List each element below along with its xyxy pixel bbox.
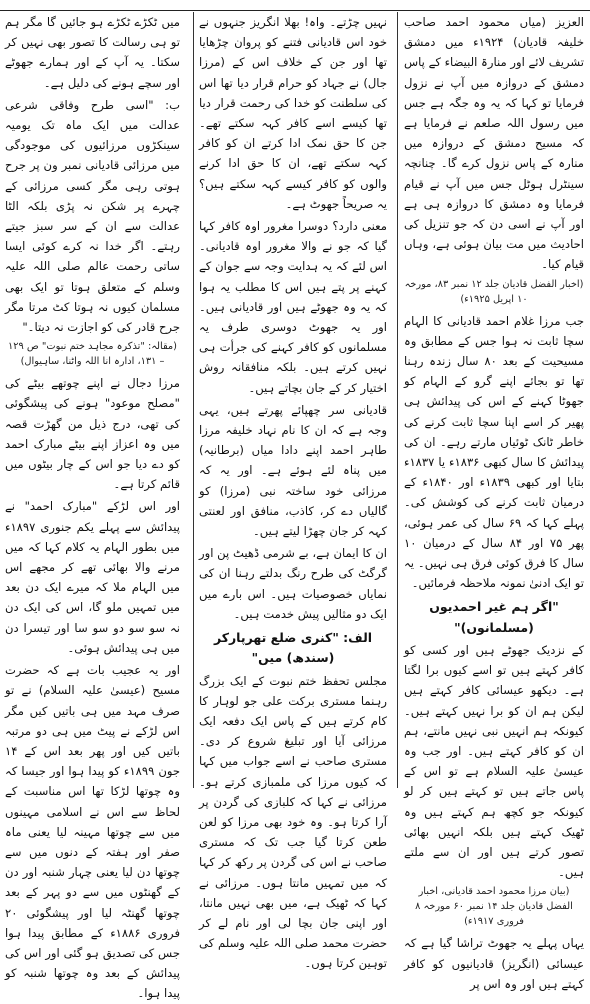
paragraph: اور اس لڑکے "مبارک احمد" نے پیدائش سے پہلے یکم جنوری ۱۸۹۷ء میں بطور الہام یہ کلام کہا کہ میں مرنے والا بھائی تھے کر مجھے اس میں الہام ملا کہ میرے ایک دن بعد میں تمہیں ملو گا، اس کی ایک دن نہ سو سو دو سو سا اور تیسرا دن میں ہی پیدائش ہوئی۔: [5, 499, 180, 655]
paragraph: ب: "اسی طرح وفاقی شرعی عدالت میں ایک ماہ تک یومیہ سینکڑوں مرزائیوں کی موجودگی میں مرزائی قادیانی نمبر ون پر جرح ہوتی رہی مگر کسی مرزائی کے چہرے پر شکن نہ پڑی بلکہ الٹا عدالت سے ان کے سر سبز جیتے رہتے۔ اگر خدا نہ کرے کوئی ایسا ساتی رحمت عالم صلی اللہ علیہ وسلم کے متعلق ہوتا تو ایک بھی مسلمان کیوں نہ ہوتا کٹ مرتا مگر جرح قادر کی کو اجازت نہ دیتا۔": [5, 97, 180, 335]
source-reference: (اخبار الفضل قادیان جلد ۱۲ نمبر ۸۳، مورخہ ۱۰ اپریل ۱۹۲۵ء): [404, 278, 584, 305]
paragraph: نہیں چڑتے۔ واہ! بھلا انگریز جنہوں نے خود اس قادیانی فتنے کو پروان چڑھایا تھا اور جن کے خلاف اس کے (مرزا جال) نے جہاد کو حرام قرار دیا تھا اس کی سلطنت کو خدا کی رحمت قرار دیا تھا کیسے اسے کافر کہہ سکتے تھے۔ جن کا حق نمک ادا کرتے ان کو کافر کہہ سکتے تھے، ان کا حق ادا کرنے والوں کو کافر کیسے کہہ سکتے ہیں؟ یہ صریحاً جھوٹ ہے۔: [199, 15, 387, 211]
paragraph: میں ٹکڑے ٹکڑے ہو جائیں گا مگر ہم تو ہی رسالت کا تصور بھی نہیں کر سکتا۔ یہ آپ کے اور ہمارے جھوٹے اور سچے ہونے کی دلیل ہے۔: [5, 15, 180, 90]
paragraph: یہاں پہلے یہ جھوٹ تراشا گیا ہے کہ عیسائی (انگریز) قادیانیوں کو کافر کہتے ہیں اور وہ اس پر: [404, 936, 584, 991]
paragraph: کے نزدیک جھوٹے ہیں اور کسی کو کافر کہتے ہیں تو اسے کیوں برا لگتا ہے۔ دیکھو عیسائی کافر کہتے ہیں لیکن ہم ان کو برا نہیں کہتے ہیں۔ کیونکہ ہم انہیں نبی نہیں مانتے، ہم ان کو کافر کہتے ہیں۔ اور جب وہ عیسیٰ علیہ السلام ہے تو اس کے پاس جاتے ہیں تو کہتے ہیں کر لو کیونکہ جو کچھ ہم کہتے ہیں وہ ٹھیک کہتے ہیں بلکہ انہیں بھائی تصور کرتے ہیں اور ان سے ملتے ہیں۔: [404, 642, 584, 880]
column-left: [5, 12, 181, 1001]
source-reference: (مقالہ: "تذکرہ مجاہد ختم نبوت" ص ۱۲۹ – ۱۳۱، ادارہ انا اللہ واٹنا، ساہیوال): [8, 341, 177, 368]
paragraph: قادیانی سر چھپائے پھرتے ہیں، یہی وجہ ہے کہ ان کا نام نہاد خلیفہ مرزا طاہر احمد اپنے دادا میاں (برطانیہ) میں پناہ لئے ہوئے ہے۔ اور یہ کہ مرزائی خود ساختہ نبی (مرزا) کو گالیاں دے کر، کاذب، منافق اور لعنتی کہہ کر جان چھڑا لیتے ہیں۔: [199, 402, 387, 539]
section-heading: الف: "کنری ضلع تھرپارکر (سندھ) میں": [213, 630, 373, 666]
paragraph: مجلس تحفظ ختم نبوت کے ایک بزرگ رہنما مستری برکت علی جو لوہار کا کام کرتے ہیں کے پاس ایک دفعہ ایک مرزائی آیا اور تبلیغ شروع کر دی۔ مستری صاحب نے اسے جواب میں کہا کہ کیوں مرزا کی ملمبازی کرتے ہو۔ مرزائی نے کہا کہ کلبازی کی گردن پر آرا کرتا ہو۔ وہ خود بھی مرزا کو لعن طعن کرتا گیا جب تک کہ مستری صاحب نے اس کی گردن پر رکھ کر کہا کہ میں تمہیں مانتا ہوں۔ مرزائی نے کہا کہ ٹھیک ہے، میں بھی نہیں مانتا، اور اپنی جان بچا لی اور نام لے کر حضرت محمد صلی اللہ علیہ وسلم کی توہین کرتا ہوں۔: [199, 673, 387, 971]
column-divider: [193, 12, 194, 788]
paragraph: العزیز (میاں محمود احمد صاحب خلیفہ قادیان) ۱۹۲۴ء میں دمشق تشریف لائے اور منارۃ البیضاء کے پاس دمشق کے دروازہ میں آپ نے نزول فرمایا تو کہا کہ یہ وہ جگہ ہے جس میں رسول اللہ صلعم نے فرمایا ہے کہ مسیح دمشق کے دروازہ میں منارہ کے پاس نزول کرے گا۔ چنانچہ سینٹرل ہوٹل جس میں آپ نے قیام فرمایا وہ دمشق کا دروازہ ہی ہے اور آپ نے اسی دن کہ جو تنزیل کی احادیث میں مت بیان ہوئی ہے، وہاں قیام کیا۔: [403, 15, 584, 272]
paragraph: مرزا دجال نے اپنے چوتھے بیٹے کی "مصلح موعود" ہونے کی پیشگوئی کی تھی، درج ذیل من گھڑت قصہ میں وہ اعزاز اپنے بیٹے مبارک احمد کو دے دیا جو اس کے چار بیٹوں میں قائم کرتا ہے۔: [5, 376, 180, 492]
paragraph: معنی دارد؟ دوسرا مغرور اوہ کافر کہا گیا کہ جو نے والا مغرور اوہ قادیانی۔ اس لئے کہ یہ ہدایت وجہ سے جوان کے کہنے پر پتے ہیں اس کا مطلب یہ ہوا کہ یہ وہ جھوٹے ہیں اور قادیانی ہیں۔ اور یہ جھوٹ دوسری طرف یہ مسلمانوں کو کافر کہنے کی جرأت ہی نہیں کرتے ہیں۔ بلکہ منافقانہ روش اختیار کر کے جان بچاتے ہیں۔: [199, 219, 387, 395]
paragraph: ان کا ایمان ہے، بے شرمی ڈھیٹ پن اور گرگٹ کی طرح رنگ بدلتے رہنا ان کی نمایاں خصوصیات ہیں۔ اس بارے میں ایک دو مثالیں پیش خدمت ہیں۔: [199, 546, 387, 621]
column-right: [403, 12, 584, 991]
section-heading: "اگر ہم غیر احمدیوں (مسلمانوں)": [429, 599, 559, 635]
column-middle: [199, 12, 387, 971]
top-border: [0, 0, 590, 11]
source-reference: (بیان مرزا محمود احمد قادیانی، اخبار الفضل قادیان جلد ۱۴ نمبر ۶۰ مورخہ ۸ فروری ۱۹۱۷ء): [415, 886, 573, 928]
paragraph: جب مرزا غلام احمد قادیانی کا الہام سچا ثابت نہ ہوا جس کے مطابق وہ مسیحیت کے بعد ۸۰ سال زندہ رہنا تھا تو بجائے اپنے گرو کے الہام کو جھوٹا کہنے کے اس کی پیدائش ہی پھیر کر اسے اپنا سچا ثابت کرنے کی خاطر ٹانک ٹوئیاں مارتے رہے۔ ان کی پیدائش کا سال کبھی ۱۸۳۶ء یا ۱۸۳۷ء بتایا اور کبھی ۱۸۳۹ء اور ۱۸۴۰ء کے درمیان ثابت کرنے کی کوشش کی۔ پہلے کہا کہ ۶۹ سال کی عمر ہوئی، پھر ۷۵ اور ۸۴ سال کے درمیان ۱۰ سال کا فرق کوئی فرق ہی نہیں۔ یہ تو ایک ادنیٰ نمونہ ملاحظہ فرمائیں۔: [404, 313, 584, 591]
column-divider: [397, 12, 398, 788]
paragraph: اور یہ عجیب بات ہے کہ حضرت مسیح (عیسیٰ علیہ السلام) نے تو صرف مہد میں ہی باتیں کیں مگر اس لڑکے نے پیٹ میں ہی دو مرتبہ باتیں کیں اور پھر بعد اس کے ۱۴ جون ۱۸۹۹ء کو پیدا ہوا اور جیسا کہ وہ چوتھا لڑکا تھا اس مناسبت کے لحاظ سے اس نے اسلامی مہینوں میں سے چوتھا مہینہ لیا یعنی ماہ صفر اور ہفتہ کے دنوں میں سے چوتھا دن لیا یعنی چہار شنبہ اور دن کے گھنٹوں میں سے دو پہر کے بعد چوتھا گھنٹہ لیا اور پیشگوئی ۲۰ فروری ۱۸۸۶ء کے مطابق پیدا ہوا جس کی تصدیق ہو گئی اور اس کی پیدائش کے بعد وہ چوتھا شنبہ کو پیدا ہوا۔: [5, 663, 181, 1001]
